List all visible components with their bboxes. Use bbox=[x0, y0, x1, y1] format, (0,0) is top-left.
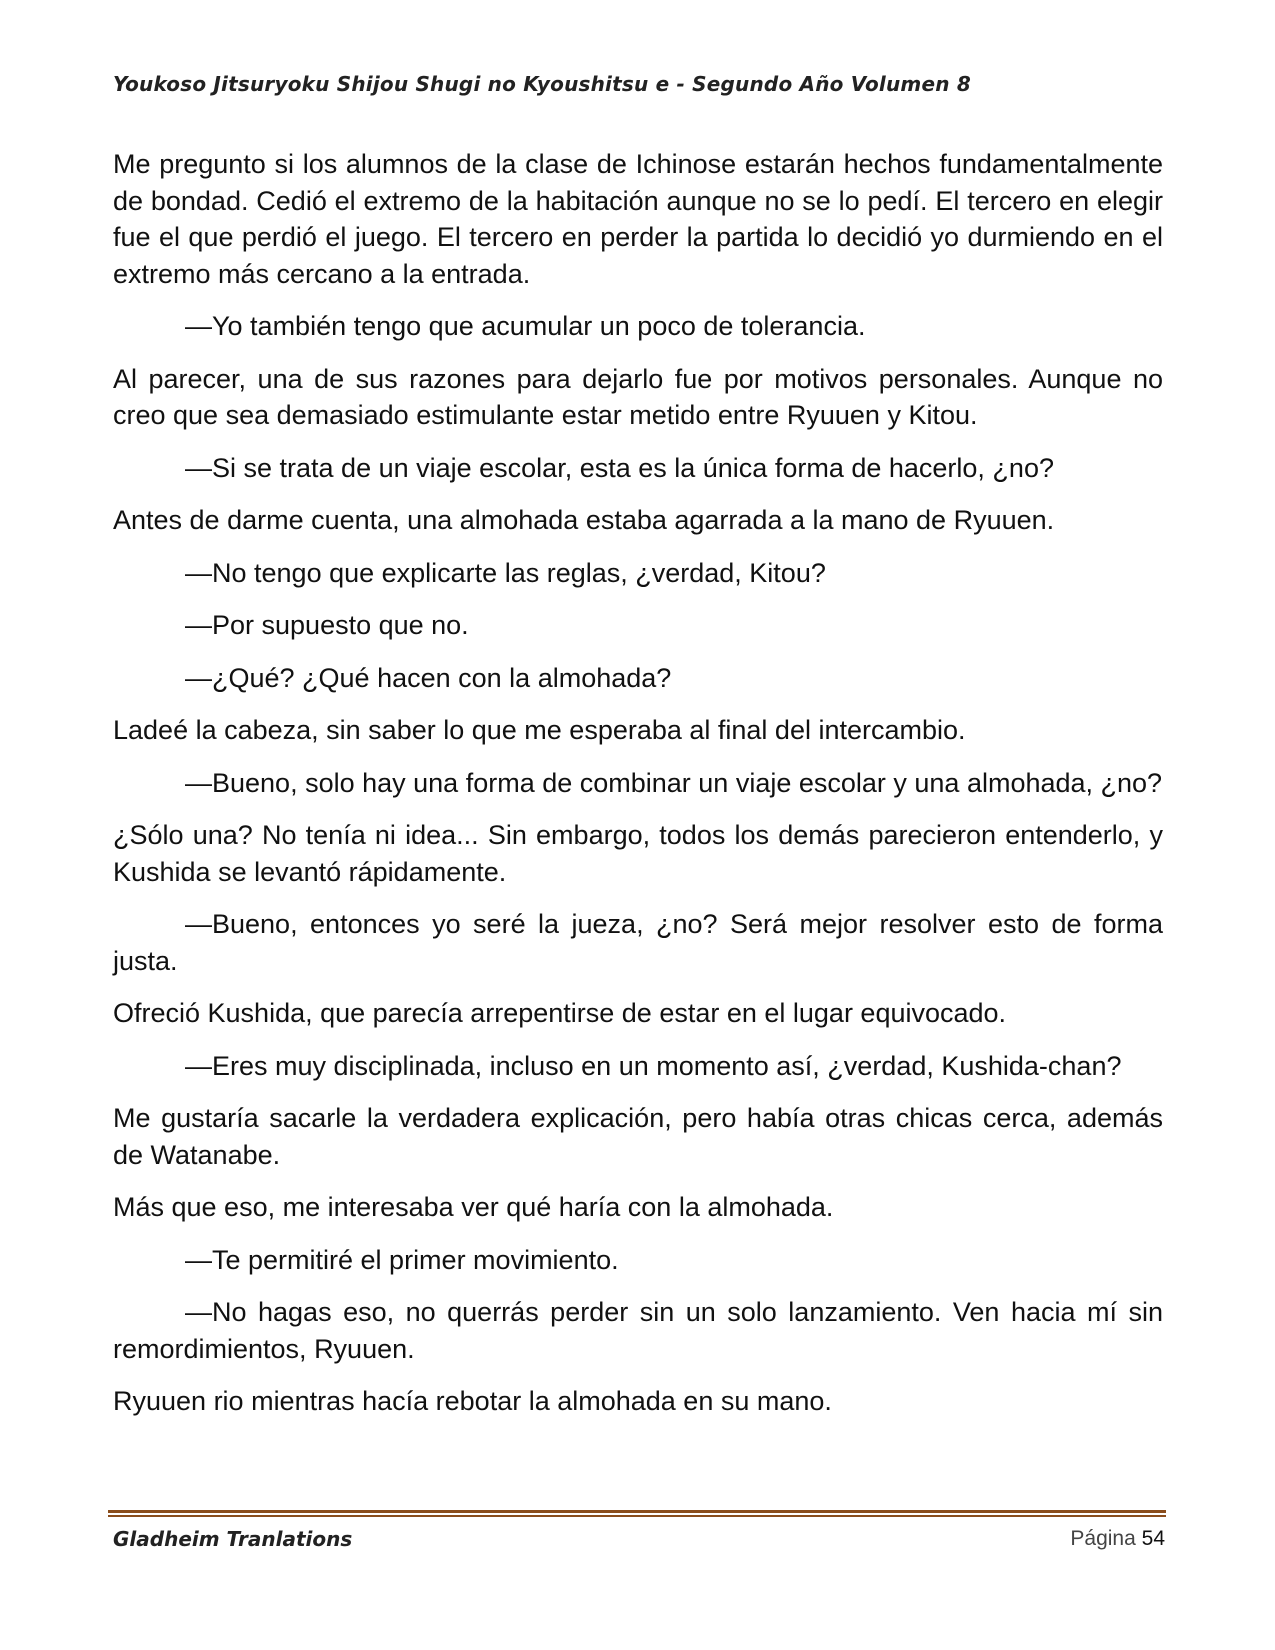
narration-paragraph: Más que eso, me interesaba ver qué haría con la almohada. bbox=[113, 1192, 834, 1222]
narration-paragraph: Ofreció Kushida, que parecía arrepentirse de estar en el lugar equivocado. bbox=[113, 998, 1007, 1028]
dialogue-line: —¿Qué? ¿Qué hacen con la almohada? bbox=[185, 662, 672, 693]
footer-divider-line-bottom bbox=[108, 1515, 1166, 1517]
narration-paragraph: Antes de darme cuenta, una almohada estaba agarrada a la mano de Ryuuen. bbox=[113, 505, 1055, 535]
page-label: Página bbox=[1070, 1527, 1136, 1550]
dialogue-line: —No tengo que explicarte las reglas, ¿verdad, Kitou? bbox=[185, 557, 826, 588]
dialogue-line: —Te permitiré el primer movimiento. bbox=[185, 1244, 619, 1275]
narration-paragraph: ¿Sólo una? No tenía ni idea... Sin embargo, todos los demás parecieron entenderlo, y Kushida se levantó rápidamente. bbox=[113, 820, 1163, 887]
dialogue-line: —Bueno, entonces yo seré la jueza, ¿no? Será mejor resolver esto de forma justa. bbox=[113, 909, 1163, 976]
dialogue-line: —No hagas eso, no querrás perder sin un solo lanzamiento. Ven hacia mí sin remordimientos, Ryuuen. bbox=[113, 1297, 1163, 1364]
narration-paragraph: Me pregunto si los alumnos de la clase de Ichinose estarán hechos fundamentalmente de bondad. Cedió el extremo de la habitación aunque no se lo pedí. El tercero en elegir fue el que perdió el juego. El tercero en perder la partida lo decidió yo durmiendo en el extremo más cercano a la entrada. bbox=[113, 149, 1163, 289]
footer-divider bbox=[108, 1510, 1166, 1518]
body-text bbox=[113, 146, 1163, 1436]
dialogue-line: —Yo también tengo que acumular un poco de tolerancia. bbox=[185, 311, 866, 341]
narration-paragraph: Al parecer, una de sus razones para dejarlo fue por motivos personales. Aunque no creo que sea demasiado estimulante estar metido entre Ryuuen y Kitou. bbox=[113, 363, 1163, 430]
translator-credit: Gladheim Tranlations bbox=[113, 1527, 353, 1551]
running-header: Youkoso Jitsuryoku Shijou Shugi no Kyoushitsu e - Segundo Año Volumen 8 bbox=[113, 72, 971, 96]
dialogue-line: —Bueno, solo hay una forma de combinar un viaje escolar y una almohada, ¿no? bbox=[185, 767, 1163, 798]
footer-divider-line-top bbox=[108, 1510, 1166, 1513]
narration-paragraph: Ryuuen rio mientras hacía rebotar la almohada en su mano. bbox=[113, 1386, 832, 1416]
dialogue-line: —Eres muy disciplinada, incluso en un momento así, ¿verdad, Kushida-chan? bbox=[185, 1050, 1122, 1081]
dialogue-line: —Si se trata de un viaje escolar, esta es la única forma de hacerlo, ¿no? bbox=[185, 452, 1054, 483]
page-number-block bbox=[1070, 1527, 1165, 1551]
narration-paragraph: Ladeé la cabeza, sin saber lo que me esperaba al final del intercambio. bbox=[113, 715, 966, 745]
dialogue-line: —Por supuesto que no. bbox=[185, 610, 469, 640]
page-number: 54 bbox=[1141, 1527, 1165, 1550]
narration-paragraph: Me gustaría sacarle la verdadera explicación, pero había otras chicas cerca, además de Watanabe. bbox=[113, 1103, 1163, 1170]
